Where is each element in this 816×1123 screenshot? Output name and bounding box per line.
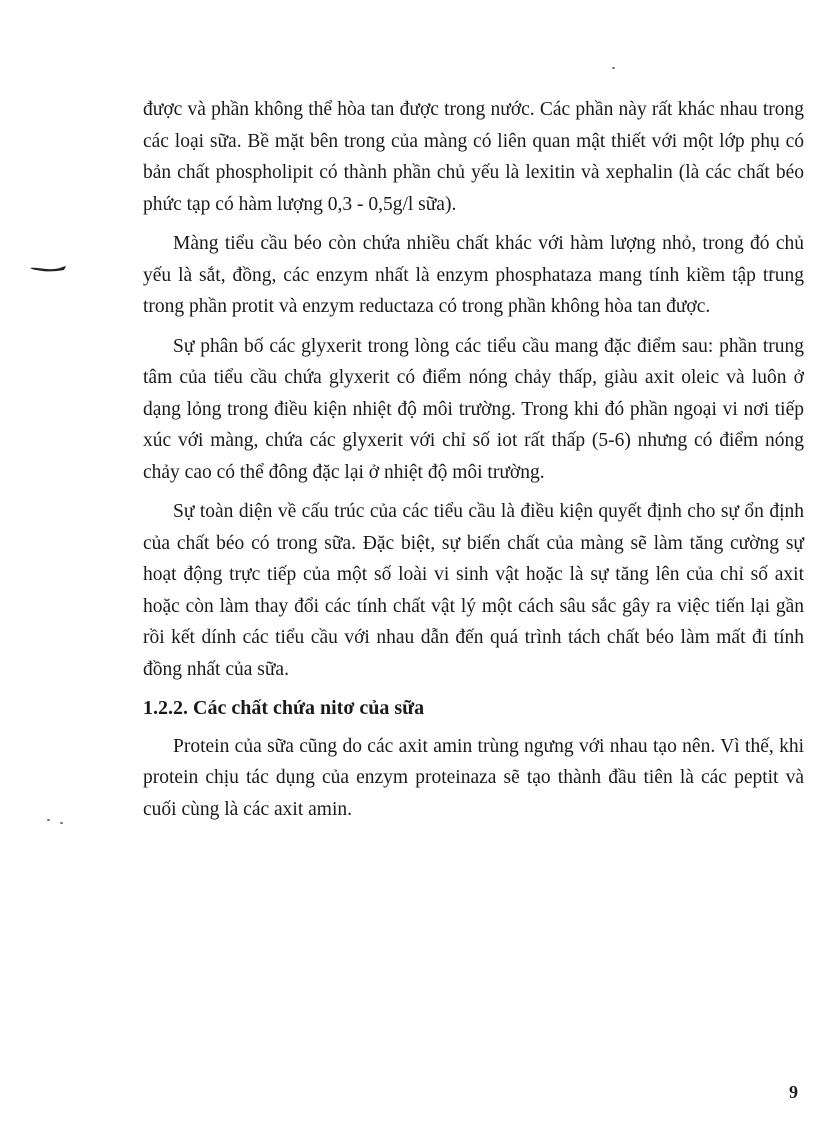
scan-speck bbox=[47, 819, 50, 821]
section-paragraph: Protein của sữa cũng do các axit amin trùng ngưng với nhau tạo nên. Vì thế, khi protein chịu tác dụng của enzym proteinaza sẽ tạo thành đầu tiên là các peptit và cuối cùng là các axit amin. bbox=[143, 735, 804, 820]
section-heading: 1.2.2. Các chất chứa nitơ của sữa bbox=[143, 697, 425, 719]
paragraph-4: Sự toàn diện về cấu trúc của các tiểu cầu là điều kiện quyết định cho sự ổn định của chất béo có trong sữa. Đặc biệt, sự biến chất của màng sẽ làm tăng cường sự hoạt động trực tiếp của một số loài vi sinh vật hoặc là sự tăng lên của chỉ số axit hoặc còn làm thay đổi các tính chất vật lý một cách sâu sắc gây ra việc tiến lại gần rồi kết dính các tiểu cầu với nhau dẫn đến quá trình tách chất béo làm mất đi tính đồng nhất của sữa. bbox=[143, 501, 804, 680]
paragraph-1: được và phần không thể hòa tan được trong nước. Các phần này rất khác nhau trong các loại sữa. Bề mặt bên trong của màng có liên quan mật thiết với một lớp phụ có bản chất phospholipit có thành phần chủ yếu là lexitin và xephalin (là các chất béo phức tạp có hàm lượng 0,3 - 0,5g/l sữa). bbox=[143, 99, 804, 215]
margin-ink-mark bbox=[28, 264, 68, 274]
paragraph-3: Sự phân bố các glyxerit trong lòng các tiểu cầu mang đặc điểm sau: phần trung tâm của tiểu cầu chứa glyxerit có điểm nóng chảy thấp, giàu axit oleic và luôn ở dạng lỏng trong điều kiện nhiệt độ môi trường. Trong khi đó phần ngoại vi nơi tiếp xúc với màng, chứa các glyxerit với chỉ số iot rất thấp (5-6) nhưng có điểm nóng chảy cao có thể đông đặc lại ở nhiệt độ môi trường. bbox=[143, 335, 804, 483]
paragraph-2: Màng tiểu cầu béo còn chứa nhiều chất khác với hàm lượng nhỏ, trong đó chủ yếu là sắt, đồng, các enzym nhất là enzym phosphataza mang tính kiềm tập trung trong phần protit và enzym reductaza có trong phần không hòa tan được. bbox=[143, 233, 804, 317]
body-text bbox=[143, 94, 804, 833]
scan-speck bbox=[60, 822, 63, 824]
page-number: 9 bbox=[789, 1082, 798, 1102]
scan-speck bbox=[612, 67, 615, 69]
